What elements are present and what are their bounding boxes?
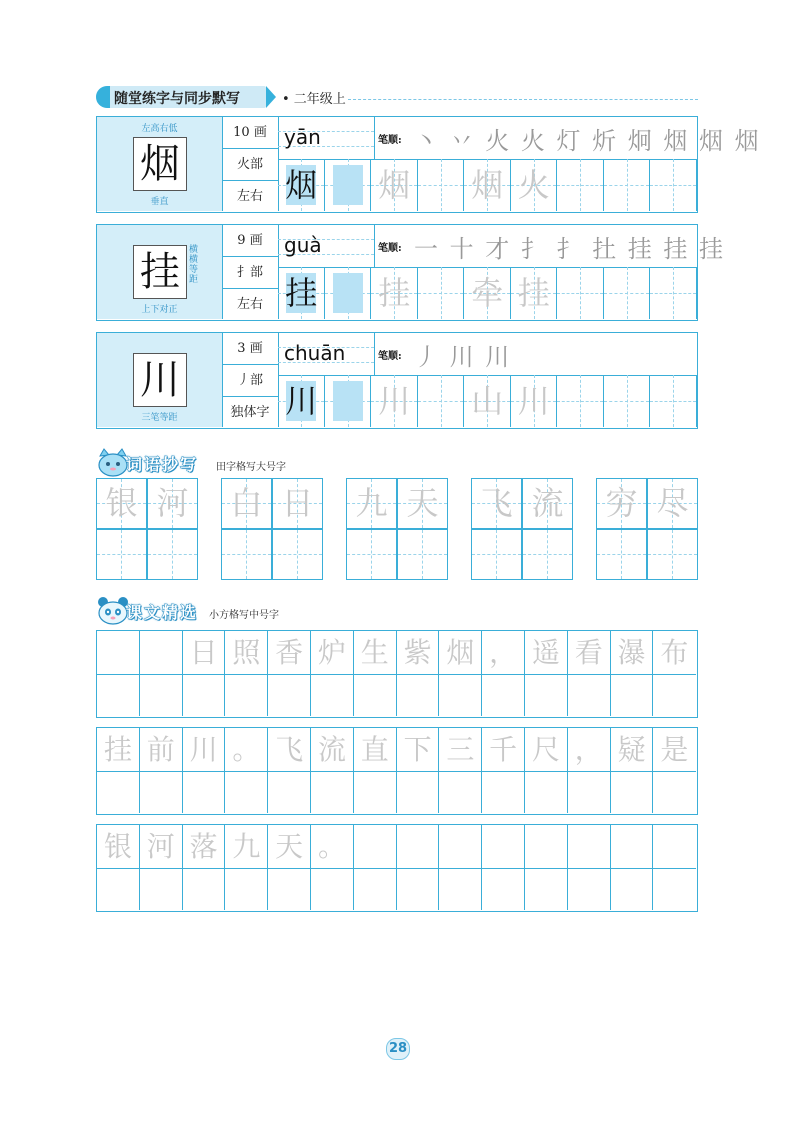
model-character: 烟: [133, 137, 187, 191]
pinyin: chuān: [284, 341, 346, 365]
practice-cell[interactable]: [325, 159, 372, 211]
poem-cell[interactable]: [268, 825, 311, 868]
poem-write-cell[interactable]: [97, 868, 140, 910]
tianzige-cell[interactable]: [647, 478, 698, 529]
poem-write-cell[interactable]: [397, 868, 440, 910]
trace-character: 落: [189, 830, 218, 863]
trace-character: 照: [232, 636, 261, 669]
practice-cell[interactable]: [650, 159, 697, 211]
practice-character: [604, 159, 651, 211]
poem-write-cell[interactable]: [140, 868, 183, 910]
poem-cell[interactable]: [225, 728, 268, 771]
poem-cell[interactable]: [611, 825, 654, 868]
grade-label: • 二年级上: [282, 92, 346, 107]
trace-character: 穷: [605, 484, 638, 522]
poem-cell[interactable]: [568, 728, 611, 771]
practice-cell[interactable]: [278, 159, 325, 211]
practice-character: 川: [517, 382, 550, 420]
poem-write-cell[interactable]: [397, 674, 440, 716]
poem-cell[interactable]: [183, 631, 226, 674]
trace-character: 下: [403, 733, 432, 766]
trace-character: 流: [317, 733, 346, 766]
poem-cell[interactable]: [525, 728, 568, 771]
practice-cell[interactable]: [325, 375, 372, 427]
poem-cell[interactable]: [97, 631, 140, 674]
pinyin: guà: [284, 233, 322, 257]
practice-cell[interactable]: [325, 267, 372, 319]
poem-write-cell[interactable]: [311, 868, 354, 910]
structure: 左右: [236, 297, 263, 312]
trace-character: 天: [406, 484, 439, 522]
character-info: [222, 333, 279, 427]
writing-tip-bottom: 上下对正: [141, 305, 178, 315]
trace-character: 河: [156, 484, 189, 522]
poem-write-cell[interactable]: [611, 771, 654, 813]
poem-cell[interactable]: [140, 631, 183, 674]
practice-character: [325, 267, 372, 319]
poem-cell[interactable]: [397, 728, 440, 771]
practice-character: 川: [285, 382, 318, 420]
trace-character: 直: [360, 733, 389, 766]
tianzige-cell[interactable]: [397, 529, 448, 580]
poem-write-cell[interactable]: [268, 674, 311, 716]
poem-write-cell[interactable]: [225, 771, 268, 813]
practice-character: [557, 159, 604, 211]
character-row: [96, 332, 698, 429]
trace-character: 香: [275, 636, 304, 669]
practice-cell[interactable]: [650, 267, 697, 319]
tianzige-cell[interactable]: [147, 478, 198, 529]
poem-write-cell[interactable]: [311, 674, 354, 716]
poem-write-cell[interactable]: [525, 868, 568, 910]
poem-write-cell[interactable]: [354, 771, 397, 813]
tianzige-cell[interactable]: [346, 478, 397, 529]
trace-character: 遥: [531, 636, 560, 669]
poem-cell[interactable]: [183, 825, 226, 868]
practice-cell[interactable]: [371, 159, 418, 211]
word-practice-box: [596, 478, 698, 580]
poem-write-cell[interactable]: [611, 674, 654, 716]
poem-cell[interactable]: [525, 825, 568, 868]
poem-cell[interactable]: [311, 631, 354, 674]
practice-character: 挂: [285, 274, 318, 312]
practice-character: [604, 267, 651, 319]
tianzige-cell[interactable]: [221, 529, 272, 580]
poem-cell[interactable]: [140, 825, 183, 868]
word-practice-box: [221, 478, 323, 580]
poem-cell[interactable]: [97, 728, 140, 771]
poem-cell[interactable]: [611, 631, 654, 674]
writing-tip-bottom: 三笔等距: [141, 413, 178, 423]
poem-write-cell[interactable]: [140, 674, 183, 716]
practice-character: [557, 375, 604, 427]
practice-character: 挂: [378, 274, 411, 312]
trace-character: [97, 631, 139, 674]
trace-character: 紫: [403, 636, 432, 669]
trace-character: [439, 825, 481, 868]
poem-write-cell[interactable]: [183, 771, 226, 813]
trace-character: 飞: [275, 733, 304, 766]
stroke-order-label: 笔顺:: [378, 351, 402, 362]
poem-write-cell[interactable]: [183, 868, 226, 910]
poem-cell[interactable]: [225, 631, 268, 674]
trace-character: 天: [275, 830, 304, 863]
poem-write-cell[interactable]: [268, 771, 311, 813]
stroke-count: 9 画: [222, 225, 278, 257]
trace-character: 流: [531, 484, 564, 522]
practice-cell[interactable]: [557, 375, 604, 427]
poem-write-cell[interactable]: [354, 868, 397, 910]
poem-write-cell[interactable]: [482, 868, 525, 910]
poem-cell[interactable]: [397, 825, 440, 868]
poem-row: [96, 727, 698, 815]
trace-character: 日: [281, 484, 314, 522]
poem-write-cell[interactable]: [268, 868, 311, 910]
trace-character: [140, 631, 182, 674]
page-number: 28: [386, 1038, 410, 1060]
poem-write-cell[interactable]: [311, 771, 354, 813]
tianzige-cell[interactable]: [471, 478, 522, 529]
poem-write-cell[interactable]: [525, 674, 568, 716]
practice-character: [418, 159, 465, 211]
pinyin-cell: [278, 225, 375, 268]
poem-write-cell[interactable]: [225, 674, 268, 716]
trace-character: 炉: [317, 636, 346, 669]
practice-cell[interactable]: [464, 159, 511, 211]
stroke-order-area: [374, 225, 726, 268]
trace-character: [525, 825, 567, 868]
practice-cell[interactable]: [511, 375, 558, 427]
character-row: [96, 116, 761, 213]
practice-character: 烟: [378, 166, 411, 204]
section-words-title: 词语抄写: [126, 455, 199, 474]
trace-character: [482, 825, 524, 868]
trace-character: 河: [146, 830, 175, 863]
cat-mascot-icon: [96, 448, 130, 478]
poem-write-cell[interactable]: [140, 771, 183, 813]
practice-character: 山: [471, 382, 504, 420]
stroke-order-label: 笔顺:: [378, 135, 402, 146]
practice-character: [325, 375, 372, 427]
practice-character: 牵: [471, 274, 504, 312]
trace-character: 疑: [617, 733, 646, 766]
trace-character: 川: [189, 733, 218, 766]
practice-cell[interactable]: [418, 159, 465, 211]
tianzige-cell[interactable]: [96, 529, 147, 580]
pinyin: yān: [284, 125, 321, 149]
character-card: [97, 333, 223, 427]
poem-write-cell[interactable]: [611, 868, 654, 910]
poem-write-cell[interactable]: [97, 674, 140, 716]
character-info: [222, 117, 279, 211]
practice-character: [650, 375, 697, 427]
poem-cell[interactable]: [653, 825, 696, 868]
practice-character: [604, 375, 651, 427]
practice-cell[interactable]: [418, 375, 465, 427]
poem-cell[interactable]: [268, 728, 311, 771]
trace-character: [354, 825, 396, 868]
character-row: [96, 224, 726, 321]
poem-write-cell[interactable]: [653, 868, 696, 910]
poem-cell[interactable]: [97, 825, 140, 868]
poem-cell[interactable]: [439, 728, 482, 771]
pinyin-cell: [278, 117, 375, 160]
practice-character: [557, 267, 604, 319]
structure: 左右: [236, 189, 263, 204]
practice-grid: [278, 159, 697, 211]
practice-character: [325, 159, 372, 211]
practice-cell[interactable]: [464, 375, 511, 427]
practice-character: 烟: [471, 166, 504, 204]
poem-cell[interactable]: [482, 825, 525, 868]
poem-cell[interactable]: [439, 825, 482, 868]
practice-character: [650, 159, 697, 211]
poem-write-cell[interactable]: [354, 674, 397, 716]
tianzige-cell[interactable]: [596, 529, 647, 580]
poem-write-cell[interactable]: [397, 771, 440, 813]
trace-character: ，: [489, 636, 518, 669]
trace-character: 烟: [446, 636, 475, 669]
trace-character: 挂: [103, 733, 132, 766]
practice-cell[interactable]: [511, 267, 558, 319]
writing-tip-bottom: 垂直: [150, 197, 169, 207]
word-practice-box: [346, 478, 448, 580]
poem-write-cell[interactable]: [439, 868, 482, 910]
character-card: [97, 225, 223, 319]
tianzige-cell[interactable]: [147, 529, 198, 580]
tianzige-cell[interactable]: [647, 529, 698, 580]
practice-grid: [278, 267, 697, 319]
poem-write-cell[interactable]: [225, 868, 268, 910]
practice-cell[interactable]: [557, 159, 604, 211]
poem-write-cell[interactable]: [568, 868, 611, 910]
poem-cell[interactable]: [653, 728, 696, 771]
trace-character: 瀑: [617, 636, 646, 669]
poem-row: [96, 824, 698, 912]
trace-character: 生: [360, 636, 389, 669]
poem-write-cell[interactable]: [439, 674, 482, 716]
trace-character: [611, 825, 653, 868]
practice-cell[interactable]: [511, 159, 558, 211]
practice-cell[interactable]: [604, 159, 651, 211]
trace-character: 日: [189, 636, 218, 669]
poem-cell[interactable]: [311, 825, 354, 868]
poem-cell[interactable]: [611, 728, 654, 771]
stroke-count: 10 画: [222, 117, 278, 149]
model-character: 挂: [133, 245, 187, 299]
section-poem-title: 课文精选: [126, 603, 199, 622]
trace-character: [653, 825, 695, 868]
poem-cell[interactable]: [482, 728, 525, 771]
practice-character: [650, 267, 697, 319]
model-character: 川: [133, 353, 187, 407]
stroke-order-sequence: 一 十 才 扌 扌 扗 挂 挂 挂: [414, 235, 726, 263]
poem-cell[interactable]: [311, 728, 354, 771]
trace-character: 银: [105, 484, 138, 522]
panda-mascot-icon: [96, 596, 130, 626]
section-poem-subtitle: 小方格写中号字: [209, 610, 279, 621]
poem-write-cell[interactable]: [653, 771, 696, 813]
trace-character: 飞: [480, 484, 513, 522]
arrow-icon: [266, 86, 276, 108]
practice-cell[interactable]: [278, 267, 325, 319]
poem-cell[interactable]: [439, 631, 482, 674]
practice-cell[interactable]: [278, 375, 325, 427]
practice-cell[interactable]: [650, 375, 697, 427]
stroke-order-sequence: 丿 川 川: [414, 343, 512, 371]
poem-write-cell[interactable]: [482, 771, 525, 813]
radical: 丿部: [222, 365, 278, 397]
practice-cell[interactable]: [371, 375, 418, 427]
practice-cell[interactable]: [418, 267, 465, 319]
trace-character: [397, 825, 439, 868]
pinyin-cell: [278, 333, 375, 376]
stroke-count: 3 画: [222, 333, 278, 365]
tianzige-cell[interactable]: [272, 478, 323, 529]
radical: 火部: [222, 149, 278, 181]
trace-character: 是: [660, 733, 689, 766]
poem-write-cell[interactable]: [653, 674, 696, 716]
page-title: 随堂练字与同步默写: [114, 91, 240, 107]
trace-character: 。: [317, 830, 346, 863]
character-card: [97, 117, 223, 211]
poem-row: [96, 630, 698, 718]
trace-character: 布: [660, 636, 689, 669]
poem-cell[interactable]: [568, 825, 611, 868]
tianzige-cell[interactable]: [272, 529, 323, 580]
tianzige-cell[interactable]: [522, 478, 573, 529]
stroke-order-sequence: 丶 丷 火 火 灯 炘 炯 烟 烟 烟: [414, 127, 761, 155]
poem-cell[interactable]: [397, 631, 440, 674]
poem-cell[interactable]: [225, 825, 268, 868]
stroke-order-area: [374, 117, 761, 160]
tianzige-cell[interactable]: [346, 529, 397, 580]
tianzige-cell[interactable]: [522, 529, 573, 580]
tianzige-cell[interactable]: [397, 478, 448, 529]
tianzige-cell[interactable]: [96, 478, 147, 529]
trace-character: 九: [232, 830, 261, 863]
section-words-subtitle: 田字格写大号字: [216, 462, 286, 473]
structure: 独体字: [230, 405, 270, 420]
header-divider: [348, 99, 698, 100]
poem-cell[interactable]: [183, 728, 226, 771]
poem-cell[interactable]: [525, 631, 568, 674]
practice-cell[interactable]: [604, 267, 651, 319]
poem-write-cell[interactable]: [525, 771, 568, 813]
practice-character: 烟: [285, 166, 318, 204]
poem-cell[interactable]: [354, 825, 397, 868]
stroke-order-area: [374, 333, 697, 376]
practice-character: 挂: [517, 274, 550, 312]
poem-write-cell[interactable]: [482, 674, 525, 716]
poem-cell[interactable]: [354, 728, 397, 771]
poem-write-cell[interactable]: [568, 771, 611, 813]
trace-character: 白: [230, 484, 263, 522]
trace-character: 看: [574, 636, 603, 669]
character-info: [222, 225, 279, 319]
poem-cell[interactable]: [568, 631, 611, 674]
trace-character: 前: [146, 733, 175, 766]
tianzige-cell[interactable]: [596, 478, 647, 529]
poem-cell[interactable]: [482, 631, 525, 674]
poem-write-cell[interactable]: [97, 771, 140, 813]
header-cap: [96, 86, 110, 108]
trace-character: 银: [103, 830, 132, 863]
trace-character: 千: [489, 733, 518, 766]
practice-cell[interactable]: [464, 267, 511, 319]
practice-cell[interactable]: [557, 267, 604, 319]
practice-character: [418, 375, 465, 427]
poem-write-cell[interactable]: [439, 771, 482, 813]
writing-tip-side: 横横等距: [189, 245, 199, 285]
practice-character: [418, 267, 465, 319]
tianzige-cell[interactable]: [221, 478, 272, 529]
trace-character: ，: [574, 733, 603, 766]
trace-character: [568, 825, 610, 868]
poem-write-cell[interactable]: [183, 674, 226, 716]
poem-write-cell[interactable]: [568, 674, 611, 716]
trace-character: 。: [232, 733, 261, 766]
trace-character: 三: [446, 733, 475, 766]
poem-cell[interactable]: [354, 631, 397, 674]
writing-tip-top: 左高右低: [141, 124, 178, 134]
radical: 扌部: [222, 257, 278, 289]
word-practice-box: [96, 478, 198, 580]
practice-grid: [278, 375, 697, 427]
practice-cell[interactable]: [371, 267, 418, 319]
tianzige-cell[interactable]: [471, 529, 522, 580]
trace-character: 九: [355, 484, 388, 522]
poem-cell[interactable]: [268, 631, 311, 674]
practice-cell[interactable]: [604, 375, 651, 427]
word-practice-box: [471, 478, 573, 580]
stroke-order-label: 笔顺:: [378, 243, 402, 254]
poem-cell[interactable]: [653, 631, 696, 674]
poem-cell[interactable]: [140, 728, 183, 771]
trace-character: 尽: [656, 484, 689, 522]
trace-character: 尺: [531, 733, 560, 766]
practice-character: 川: [378, 382, 411, 420]
practice-character: 火: [517, 166, 550, 204]
